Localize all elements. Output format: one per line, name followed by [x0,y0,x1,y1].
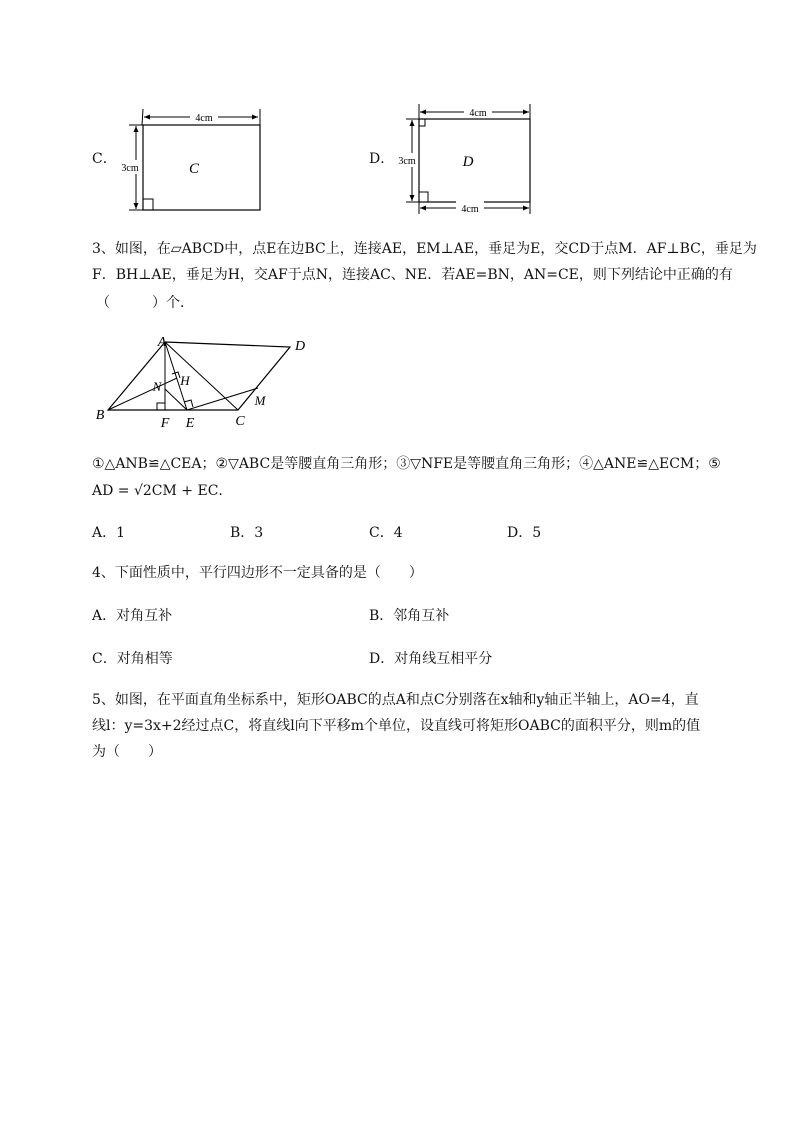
option-d-bottom-label: 4cm [461,204,479,215]
q3-choice-b: B．3 [230,525,264,541]
option-d-letter: D． [369,151,395,167]
q3-conclusions-line-2: AD = √2CM + EC． [92,483,233,499]
option-d-rectangle [419,119,530,202]
q5-line-1: 5、如图，在平面直角坐标系中，矩形OABC的点A和点C分别落在x轴和y轴正半轴上，AO=4，直 [92,692,699,708]
option-c-letter: C． [92,151,117,167]
q3-conclusions-line-1: ①△ANB≌△CEA；②▽ABC是等腰直角三角形；③▽NFE是等腰直角三角形；④△ANE≌△ECM；⑤ [92,456,721,472]
option-c-right-angle [143,199,153,210]
option-c-shape-label: C [188,161,200,177]
q3-label-h: H [180,373,190,388]
option-d-shape-label: D [462,154,474,170]
q3-label-d: D [294,339,306,354]
q3-choice-d: D．5 [507,525,542,541]
option-d-right-angle-bottom [419,192,428,202]
option-c-tick-left [142,109,143,125]
q3-line-2: F．BH⊥AE，垂足为H，交AF于点N，连接AC、NE．若AE=BN，AN=CE，则下列结论中正确的有 [92,267,733,283]
q3-label-f: F [160,416,170,431]
option-d-top-label: 4cm [469,108,487,119]
option-d-height-label: 3cm [398,156,416,167]
option-c-height-label: 3cm [121,163,139,174]
q4-stem: 4、下面性质中，平行四边形不一定具备的是（ ） [92,565,423,581]
q3-segment-bh [108,378,177,410]
q4-choice-b: B．邻角互补 [369,608,450,624]
q3-label-e: E [185,416,195,431]
option-c-figure [110,105,270,220]
q5-line-2: 线l：y=3x+2经过点C，将直线l向下平移m个单位，设直线可将矩形OABC的面积平分，则m的值 [92,718,701,734]
q3-choice-c: C．4 [369,525,403,541]
q3-line-3: （ ）个． [96,295,194,311]
q4-choice-c: C．对角相等 [92,651,173,667]
option-d-right-angle-top [419,119,425,126]
option-d-figure [390,100,540,220]
q3-line-1: 3、如图，在▱ABCD中，点E在边BC上，连接AE，EM⊥AE，垂足为E，交CD于点M．AF⊥BC，垂足为 [92,241,757,257]
q4-choice-a: A．对角互补 [92,608,173,624]
q4-choice-d: D．对角线互相平分 [369,651,493,667]
q3-right-angle-f [157,403,165,410]
q5-line-3: 为（ ） [92,744,162,760]
q3-label-n: N [152,379,162,394]
q3-label-a: A [157,335,167,350]
q3-label-b: B [95,408,105,423]
option-c-width-label: 4cm [195,113,213,124]
q3-label-m: M [254,393,266,408]
q3-parallelogram-figure [90,330,330,435]
option-c-rectangle [143,125,260,210]
q3-label-c: C [235,414,245,429]
q3-choice-a: A．1 [92,525,126,541]
